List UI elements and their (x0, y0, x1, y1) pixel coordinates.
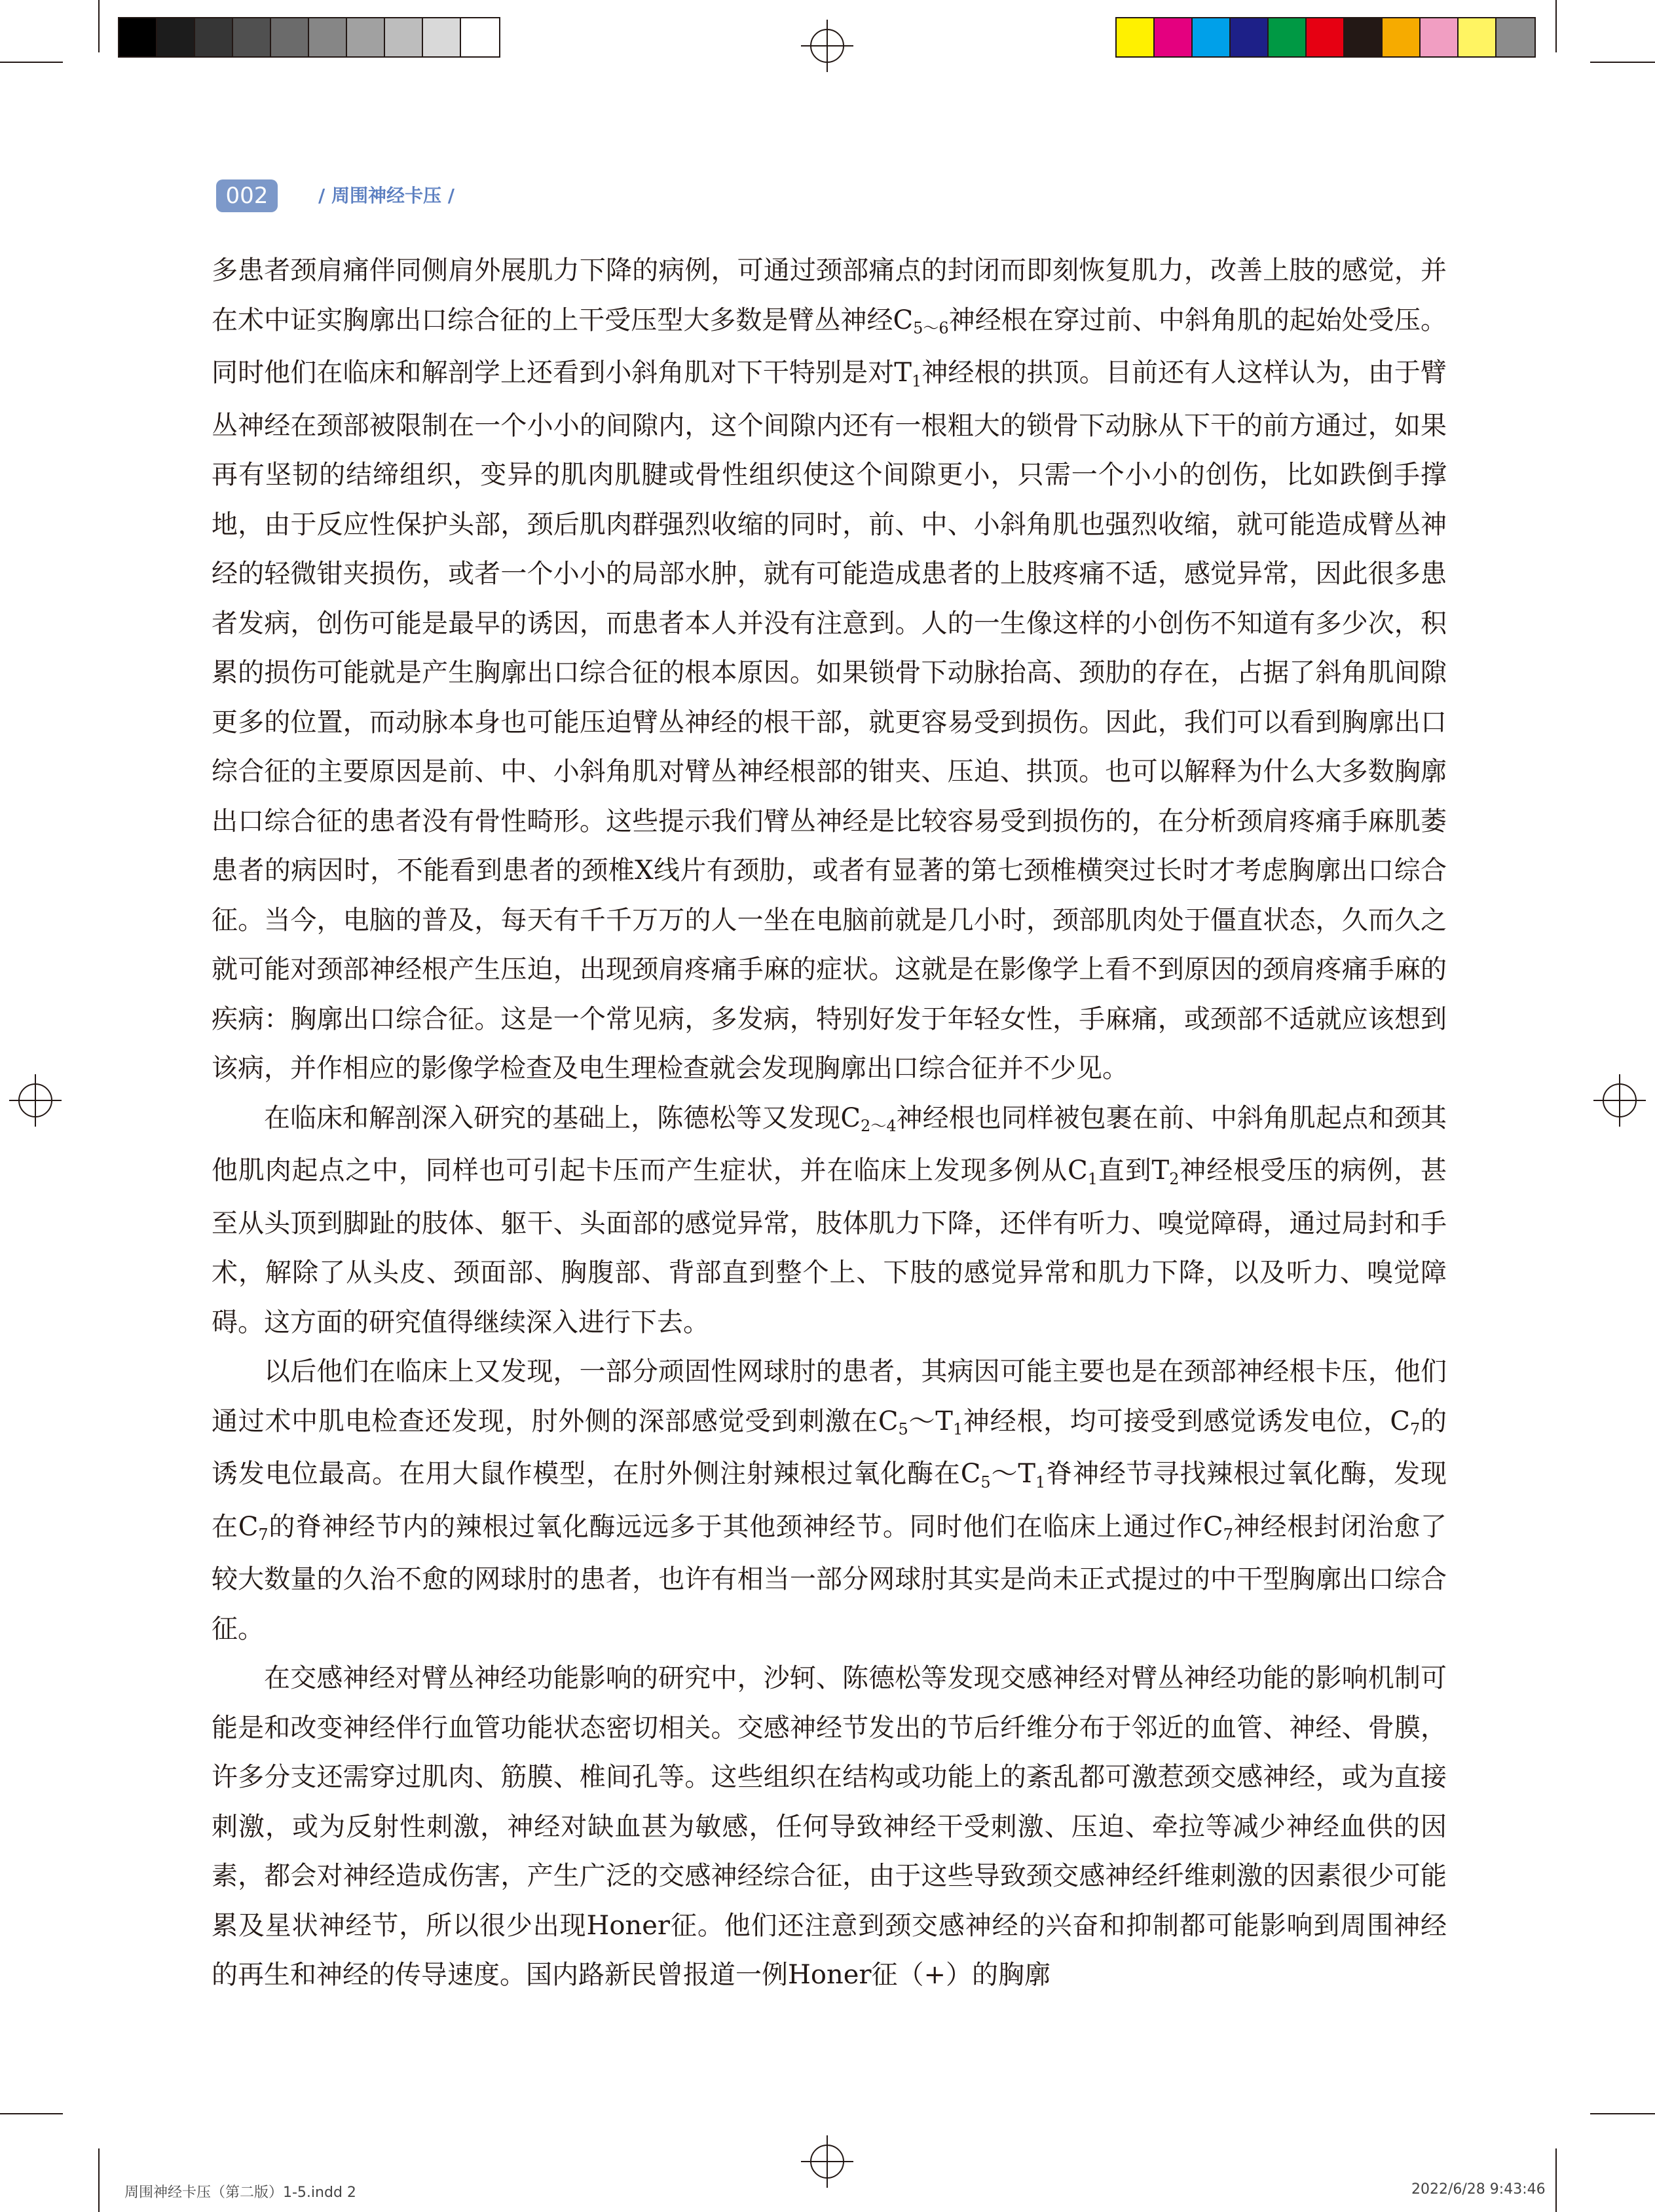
color-swatch (195, 18, 233, 56)
color-calibration-bar (1115, 17, 1536, 58)
color-swatch (1231, 18, 1269, 56)
color-swatch (271, 18, 309, 56)
crop-mark (98, 0, 100, 52)
crop-mark (1590, 2113, 1655, 2114)
color-swatch (1421, 18, 1459, 56)
color-swatch (119, 18, 157, 56)
color-swatch (423, 18, 461, 56)
color-swatch (1459, 18, 1497, 56)
crop-mark (0, 62, 63, 63)
paragraph: 在交感神经对臂丛神经功能影响的研究中，沙轲、陈德松等发现交感神经对臂丛神经功能的影响机制可能是和改变神经伴行血管功能状态密切相关。交感神经节发出的节后纤维分布于邻近的血管、神经、骨膜，许多分支还需穿过肌肉、筋膜、椎间孔等。这些组织在结构或功能上的紊乱都可激惹颈交感神经，或为直接刺激，或为反射性刺激，神经对缺血甚为敏感，任何导致神经干受刺激、压迫、牵拉等减少神经血供的因素，都会对神经造成伤害，产生广泛的交感神经综合征，由于这些导致颈交感神经纤维刺激的因素很少可能累及星状神经节，所以很少出现Honer征。他们还注意到颈交感神经的兴奋和抑制都可能影响到周围神经的再生和神经的传导速度。国内路新民曾报道一例Honer征（+）的胸廓 (212, 1663, 1447, 1990)
registration-mark-right (1593, 1074, 1646, 1127)
running-title: / 周围神经卡压 / (318, 185, 455, 206)
color-swatch (1117, 18, 1155, 56)
crop-mark (1555, 2148, 1557, 2212)
paragraph: 多患者颈肩痛伴同侧肩外展肌力下降的病例，可通过颈部痛点的封闭而即刻恢复肌力，改善上肢的感觉，并在术中证实胸廓出口综合征的上干受压型大多数是臂丛神经$C_{5\sim 6}$神经根在穿过前、中斜角肌的起始处受压。同时他们在临床和解剖学上还看到小斜角肌对下干特别是对$T_1$神经根的拱顶。目前还有人这样认为，由于臂丛神经在颈部被限制在一个小小的间隙内，这个间隙内还有一根粗大的锁骨下动脉从下干的前方通过，如果再有坚韧的结缔组织，变异的肌肉肌腱或骨性组织使这个间隙更小，只需一个小小的创伤，比如跌倒手撑地，由于反应性保护头部，颈后肌肉群强烈收缩的同时，前、中、小斜角肌也强烈收缩，就可能造成臂丛神经的轻微钳夹损伤，或者一个小小的局部水肿，就有可能造成患者的上肢疼痛不适，感觉异常，因此很多患者发病，创伤可能是最早的诱因，而患者本人并没有注意到。人的一生像这样的小创伤不知道有多少次，积累的损伤可能就是产生胸廓出口综合征的根本原因。如果锁骨下动脉抬高、颈肋的存在，占据了斜角肌间隙更多的位置，而动脉本身也可能压迫臂丛神经的根干部，就更容易受到损伤。因此，我们可以看到胸廓出口综合征的主要原因是前、中、小斜角肌对臂丛神经根部的钳夹、压迫、拱顶。也可以解释为什么大多数胸廓出口综合征的患者没有骨性畸形。这些提示我们臂丛神经是比较容易受到损伤的，在分析颈肩疼痛手麻肌萎患者的病因时，不能看到患者的颈椎X线片有颈肋，或者有显著的第七颈椎横突过长时才考虑胸廓出口综合征。当今，电脑的普及，每天有千千万万的人一坐在电脑前就是几小时，颈部肌肉处于僵直状态，久而久之就可能对颈部神经根产生压迫，出现颈肩疼痛手麻的症状。这就是在影像学上看不到原因的颈肩疼痛手麻的疾病：胸廓出口综合征。这是一个常见病，多发病，特别好发于年轻女性，手麻痛，或颈部不适就应该想到该病，并作相应的影像学检查及电生理检查就会发现胸廓出口综合征并不少见。 (212, 255, 1447, 1083)
registration-mark-left (9, 1074, 62, 1127)
color-swatch (1193, 18, 1231, 56)
slug-timestamp: 2022/6/28 9:43:46 (1411, 2181, 1546, 2198)
color-swatch (347, 18, 385, 56)
color-swatch (309, 18, 347, 56)
gray-calibration-bar (118, 17, 500, 58)
color-swatch (1269, 18, 1307, 56)
color-swatch (1307, 18, 1345, 56)
page-number-badge: 002 (216, 179, 278, 212)
paragraph: 在临床和解剖深入研究的基础上，陈德松等又发现$C_{2\sim 4}$神经根也同样被包裹在前、中斜角肌起点和颈其他肌肉起点之中，同样也可引起卡压而产生症状，并在临床上发现多例从$C_1$直到$T_2$神经根受压的病例，甚至从头顶到脚趾的肢体、躯干、头面部的感觉异常，肢体肌力下降，还伴有听力、嗅觉障碍，通过局封和手术，解除了从头皮、颈面部、胸腹部、背部直到整个上、下肢的感觉异常和肌力下降，以及听力、嗅觉障碍。这方面的研究值得继续深入进行下去。 (212, 1102, 1447, 1338)
crop-mark (1590, 62, 1655, 63)
color-swatch (461, 18, 499, 56)
registration-mark-bottom (801, 2135, 853, 2188)
paragraph: 以后他们在临床上又发现，一部分顽固性网球肘的患者，其病因可能主要也是在颈部神经根卡压，他们通过术中肌电检查还发现，肘外侧的深部感觉受到刺激在$C_5\sim T_1$神经根，均可接受到感觉诱发电位，$C_7$的诱发电位最高。在用大鼠作模型，在肘外侧注射辣根过氧化酶在$C_5\sim T_1$脊神经节寻找辣根过氧化酶，发现在$C_7$的脊神经节内的辣根过氧化酶远远多于其他颈神经节。同时他们在临床上通过作$C_7$神经根封闭治愈了较大数量的久治不愈的网球肘的患者，也许有相当一部分网球肘其实是尚未正式提过的中干型胸廓出口综合征。 (212, 1357, 1447, 1644)
color-swatch (1155, 18, 1193, 56)
crop-mark (98, 2148, 100, 2212)
color-swatch (1497, 18, 1534, 56)
color-swatch (385, 18, 423, 56)
color-swatch (233, 18, 271, 56)
body-text (212, 246, 1447, 2000)
crop-mark (0, 2113, 63, 2114)
crop-mark (1555, 0, 1557, 52)
registration-mark-top (801, 20, 853, 72)
color-swatch (1383, 18, 1421, 56)
slug-file-name: 周围神经卡压（第二版）1-5.indd 2 (124, 2184, 356, 2201)
color-swatch (1345, 18, 1383, 56)
color-swatch (157, 18, 195, 56)
